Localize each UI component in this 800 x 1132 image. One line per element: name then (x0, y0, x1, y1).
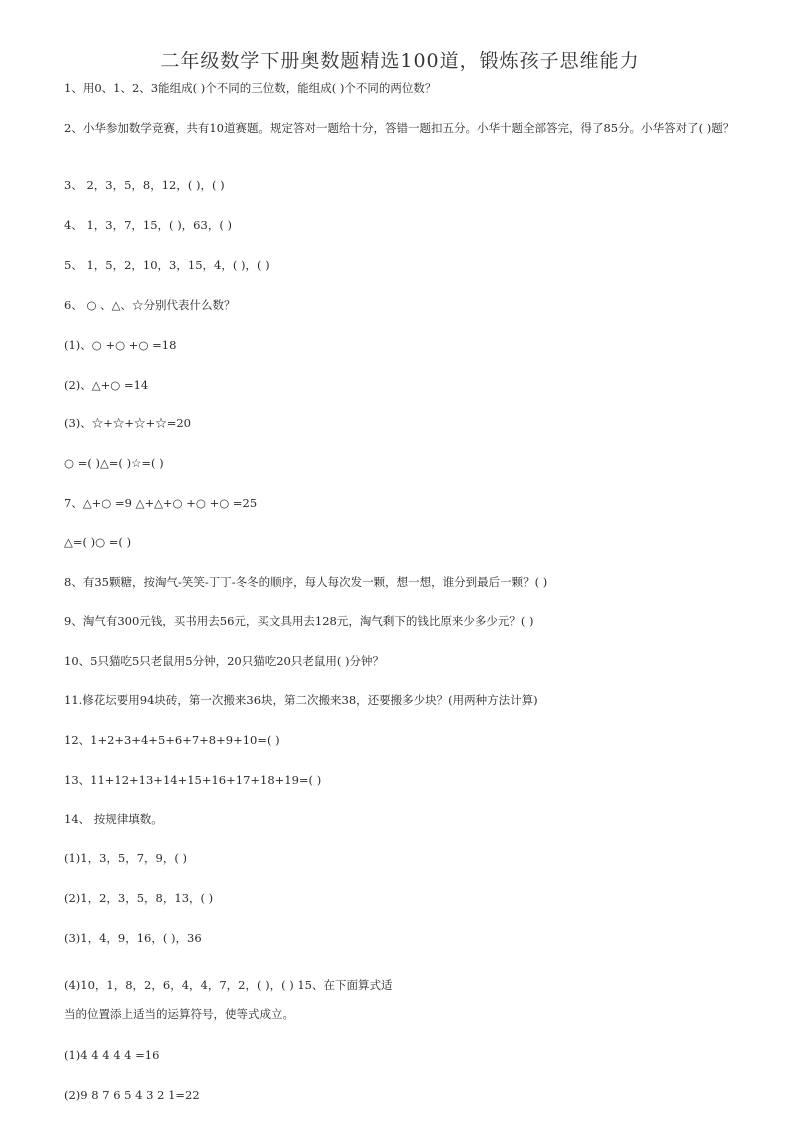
question-line: (2)、△+○ =14 (64, 378, 149, 392)
question-line: 1、用0、1、2、3能组成( )个不同的三位数，能组成( )个不同的两位数？ (64, 81, 437, 95)
question-line: 3、 2，3，5，8，12，( )，( ) (64, 178, 225, 192)
question-line: (2)1，2，3，5，8，13，( ) (64, 891, 214, 905)
question-line: 4、 1，3，7，15，( )，63，( ) (64, 218, 232, 232)
question-line: 7、△+○ =9 △+△+○ +○ +○ =25 (64, 496, 258, 510)
question-line: 12、1+2+3+4+5+6+7+8+9+10=( ) (64, 733, 280, 747)
question-line: ○ =( )△=( )☆=( ) (64, 456, 164, 470)
question-line: 10、5只猫吃5只老鼠用5分钟，20只猫吃20只老鼠用( )分钟？ (64, 654, 384, 668)
question-line: (3)、☆+☆+☆+☆=20 (64, 416, 191, 430)
question-line: (2)9 8 7 6 5 4 3 2 1=22 (64, 1088, 200, 1102)
question-line: 11.修花坛要用94块砖，第一次搬来36块，第二次搬来38，还要搬多少块？(用两种方法计算) (64, 693, 538, 707)
question-line: 13、11+12+13+14+15+16+17+18+19=( ) (64, 773, 322, 787)
page-title: 二年级数学下册奥数题精选100道，锻炼孩子思维能力 (160, 50, 640, 72)
question-line: 8、有35颗糖，按淘气-笑笑-丁丁-冬冬的顺序，每人每次发一颗，想一想，谁分到最后一颗？( ) (64, 575, 548, 589)
question-line: 14、 按规律填数。 (64, 812, 163, 826)
question-line: (1)、○ +○ +○ =18 (64, 338, 177, 352)
question-line: 6、 ○ 、△、☆分别代表什么数？ (64, 298, 236, 312)
question-line: 5、 1，5，2，10，3，15，4，( )，( ) (64, 258, 270, 272)
question-line: 9、淘气有300元钱，买书用去56元，买文具用去128元，淘气剩下的钱比原来少多少元？( ) (64, 614, 534, 628)
question-line: (1)1，3，5，7，9，( ) (64, 851, 188, 865)
question-line: 2、小华参加数学竞赛，共有10道赛题。规定答对一题给十分，答错一题扣五分。小华十题全部答完，得了85分。小华答对了( )题？ (64, 121, 735, 135)
question-line: (3)1，4，9，16，( )，36 (64, 931, 202, 945)
question-line: (4)10，1，8，2，6，4，4，7，2，( )，( ) 15、在下面算式适 (64, 978, 393, 992)
question-line: △=( )○ =( ) (64, 535, 132, 549)
question-line: 当的位置添上适当的运算符号，使等式成立。 (64, 1007, 294, 1021)
question-line: (1)4 4 4 4 4 =16 (64, 1048, 160, 1062)
